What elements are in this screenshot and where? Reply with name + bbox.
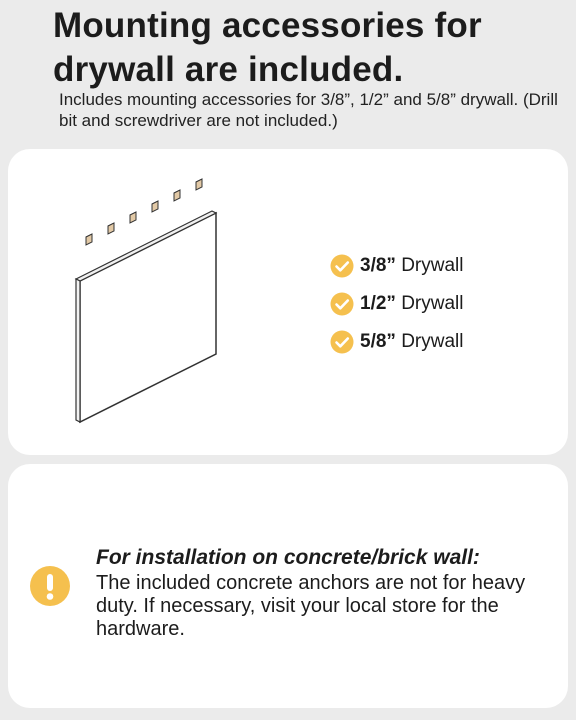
note-heading: For installation on concrete/brick wall: [96, 546, 480, 569]
drywall-label: Drywall [401, 293, 464, 314]
check-circle-icon [330, 254, 354, 278]
drywall-label: Drywall [401, 331, 464, 352]
page-title: Mounting accessories for drywall are included. [53, 6, 482, 89]
check-circle-icon [330, 292, 354, 316]
drywall-size: 5/8” [360, 331, 396, 352]
list-item [330, 285, 463, 323]
drywall-label: Drywall [401, 255, 464, 276]
check-circle-icon [330, 330, 354, 354]
exclamation-circle-icon [30, 566, 70, 606]
drywall-card [8, 149, 568, 455]
note-body: The included concrete anchors are not for heavy duty. If necessary, visit your local store for the hardware. [96, 572, 526, 640]
drywall-panel-icon [68, 169, 238, 429]
list-item [330, 323, 463, 361]
list-item [330, 247, 463, 285]
drywall-size: 3/8” [360, 255, 396, 276]
drywall-size-list [330, 247, 463, 361]
drywall-size: 1/2” [360, 293, 396, 314]
concrete-note-card [8, 464, 568, 708]
page-subtitle: Includes mounting accessories for 3/8”, 1/2” and 5/8” drywall. (Drill bit and screwdriver are not included.) [59, 90, 558, 130]
